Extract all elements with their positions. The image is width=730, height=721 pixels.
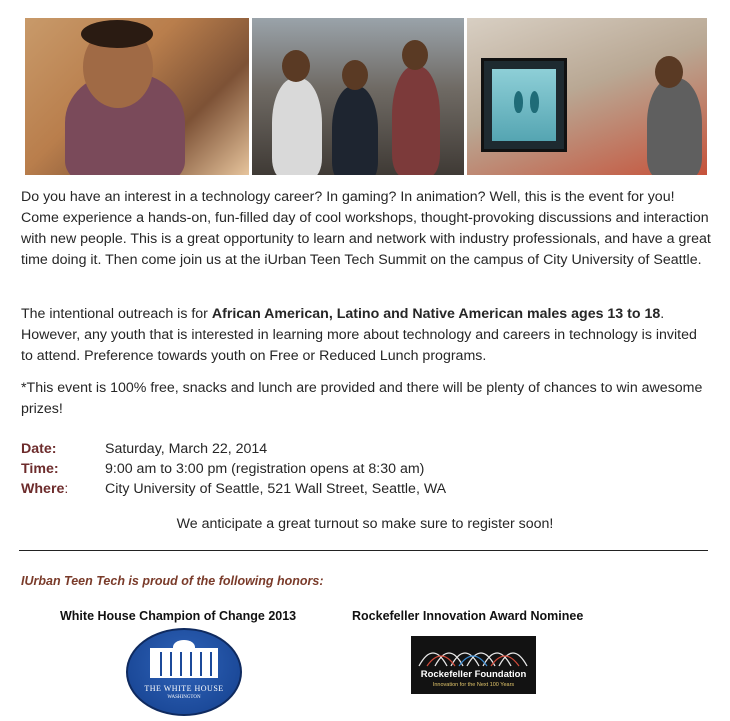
honors-heading: IUrban Teen Tech is proud of the following honors:: [21, 574, 324, 588]
date-label: Date:: [21, 441, 57, 457]
photo-teen-group: [252, 18, 465, 175]
award-white-house: White House Champion of Change 2013: [60, 609, 297, 623]
white-house-logo-subtitle: WASHINGTON: [167, 695, 201, 700]
where-label-text: Where: [21, 481, 65, 497]
rockefeller-logo-name: Rockefeller Foundation: [420, 669, 527, 680]
award-rockefeller: Rockefeller Innovation Award Nominee: [352, 609, 584, 623]
outreach-text-start: The intentional outreach is for: [21, 306, 212, 322]
outreach-text-end: . However, any youth that is interested in learning more about technology and careers in technology is invited to attend. Preference towards youth on Free or Reduced Lunch programs.: [21, 306, 697, 364]
register-reminder: We anticipate a great turnout so make sure to register soon!: [176, 516, 554, 532]
where-label-colon: :: [64, 481, 69, 497]
intro-paragraph: Do you have an interest in a technology career? In gaming? In animation? Well, this is the event for you! Come experience a hands-on, fun-filled day of cool workshops, thought-provoking discussions and interaction with new people. This is a great opportunity to learn and network with industry professionals, and have a great time doing it. Then come join us at the iUrban Teen Tech Summit on the campus of City University of Seattle.: [21, 189, 711, 268]
date-row: [21, 439, 446, 459]
photo-interactive-display: [467, 18, 707, 175]
hero-photo-strip: [25, 18, 707, 175]
event-details: [21, 439, 446, 499]
date-value: Saturday, March 22, 2014: [105, 441, 268, 457]
free-event-paragraph: *This event is 100% free, snacks and lunch are provided and there will be plenty of chances to win awesome prizes!: [21, 380, 703, 417]
time-label: Time:: [21, 461, 59, 477]
where-row: [21, 479, 446, 499]
divider: [19, 550, 708, 551]
time-value: 9:00 am to 3:00 pm (registration opens at 8:30 am): [105, 461, 425, 477]
outreach-paragraph: [21, 304, 711, 367]
outreach-target-group: African American, Latino and Native American males ages 13 to 18: [211, 306, 661, 322]
white-house-logo: [126, 628, 242, 716]
rockefeller-foundation-logo: [411, 636, 536, 694]
rockefeller-logo-tagline: Innovation for the Next 100 Years: [432, 682, 515, 688]
where-label: [21, 479, 105, 499]
time-row: [21, 459, 446, 479]
rockefeller-arches-icon: [411, 636, 536, 670]
white-house-logo-title: THE WHITE HOUSE: [144, 684, 224, 693]
where-value: City University of Seattle, 521 Wall Street, Seattle, WA: [105, 481, 447, 497]
photo-teen-smiling: [25, 18, 249, 175]
